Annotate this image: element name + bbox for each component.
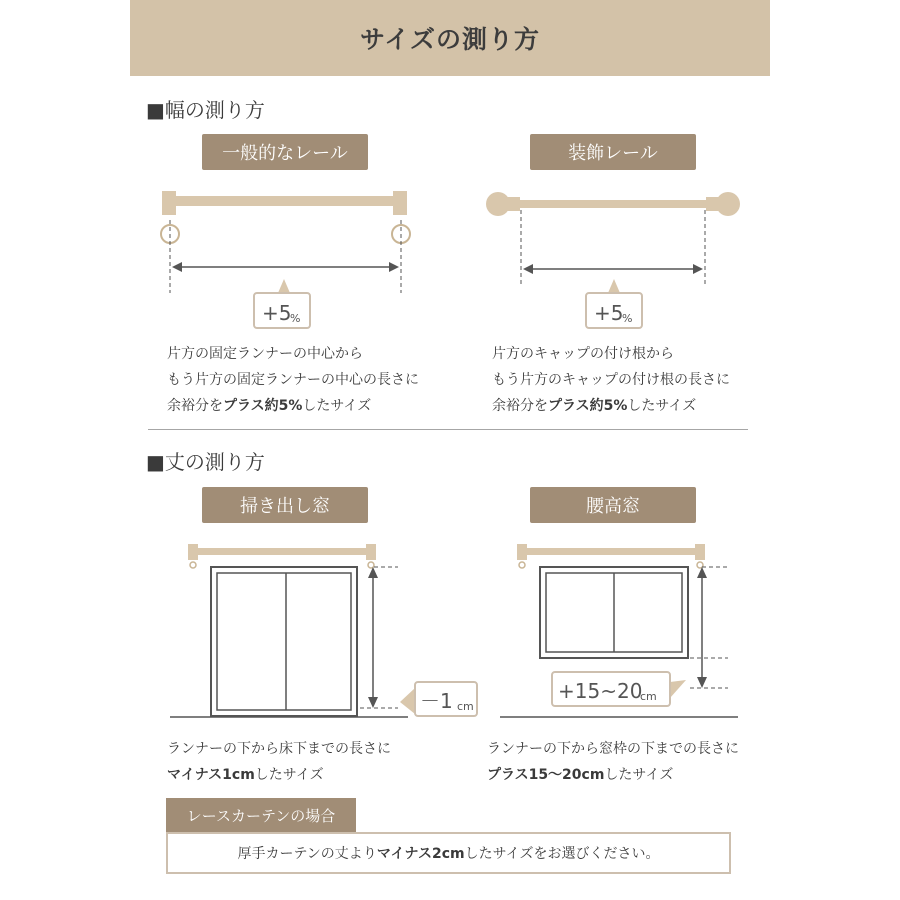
rail-bar: [510, 200, 716, 208]
svg-text:+5: +5: [262, 301, 292, 325]
floor-window-description: ランナーの下から床下までの長さに マイナス1cmしたサイズ: [167, 741, 391, 783]
badge-pointer: [670, 680, 686, 698]
waist-window-diagram: [490, 538, 750, 728]
badge-pointer: [278, 279, 290, 293]
waist-window-description: ランナーの下から窓枠の下までの長さに プラス15〜20cmしたサイズ: [487, 741, 739, 783]
svg-text:cm: cm: [457, 700, 474, 713]
width-section-title: ■幅の測り方: [146, 98, 265, 122]
floor-window-diagram: [160, 538, 490, 728]
rail-bar: [170, 196, 404, 206]
lace-curtain-note: 厚手カーテンの丈より マイナス2cm したサイズをお選びください。: [166, 832, 731, 874]
decorative-rail-tag: 装飾レール: [530, 134, 696, 170]
svg-text:+15~20: +15~20: [558, 679, 643, 703]
svg-text:%: %: [290, 312, 301, 325]
svg-text:cm: cm: [640, 690, 657, 703]
svg-text:－1: －1: [420, 689, 453, 713]
standard-rail-diagram: [140, 180, 440, 330]
badge-pointer: [608, 279, 620, 293]
rail-bracket-left: [162, 191, 176, 215]
floor-window-tag: 掃き出し窓: [202, 487, 368, 523]
window-frame: [211, 567, 357, 716]
rail-bar: [522, 548, 702, 555]
standard-rail-description: 片方の固定ランナーの中心から もう片方の固定ランナーの中心の長さに 余裕分をプラス約5%したサイズ: [167, 346, 419, 414]
svg-text:%: %: [622, 312, 633, 325]
header-banner: [130, 0, 770, 76]
decorative-rail-description: 片方のキャップの付け根から もう片方のキャップの付け根の長さに 余裕分をプラス約5%したサイズ: [492, 346, 730, 414]
svg-text:+5: +5: [594, 301, 624, 325]
page-title: サイズの測り方: [359, 25, 540, 54]
standard-rail-tag: 一般的なレール: [202, 134, 368, 170]
lace-curtain-tag: レースカーテンの場合: [166, 798, 356, 832]
waist-window-tag: 腰高窓: [530, 487, 696, 523]
rail-bracket-right: [393, 191, 407, 215]
badge-pointer: [400, 688, 415, 714]
rail-bar: [193, 548, 373, 555]
length-section-title: ■丈の測り方: [146, 450, 265, 474]
section-divider: [148, 429, 748, 430]
decorative-rail-diagram: [470, 180, 770, 330]
